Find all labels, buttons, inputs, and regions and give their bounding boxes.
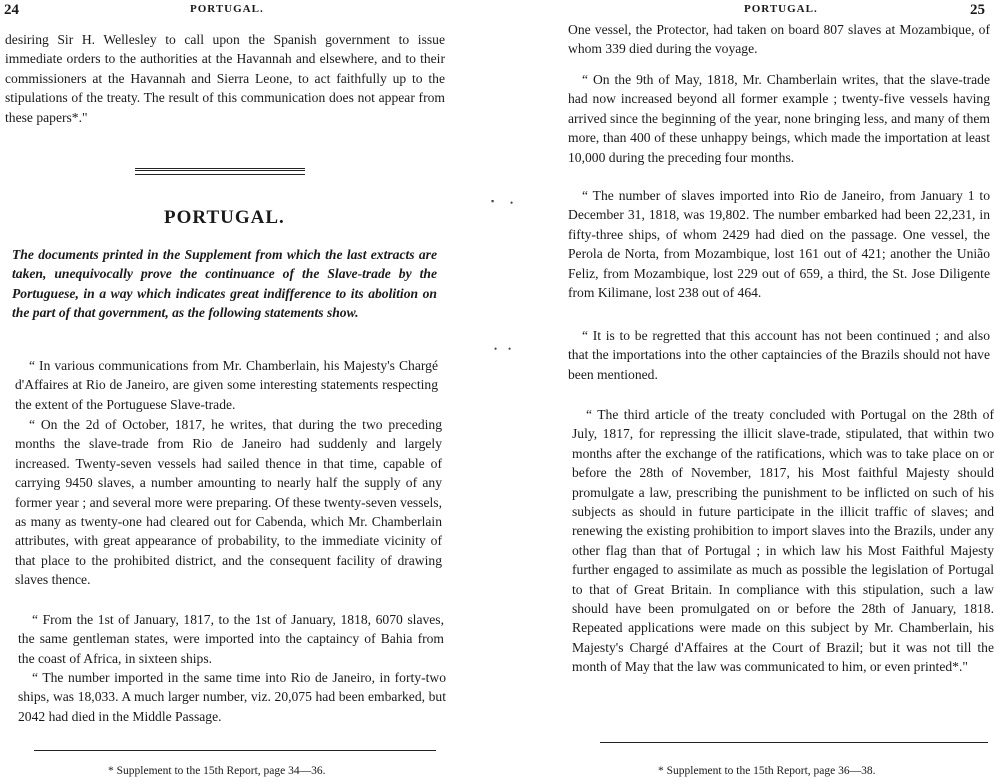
paragraph: “ It is to be regretted that this account has not been continued ; and also that the importations into the other captaincies of the Brazils should not have been mentioned. bbox=[568, 328, 990, 382]
paragraph: “ From the 1st of January, 1817, to the 1st of January, 1818, 6070 slaves, the same gentleman states, were imported into the captaincy of Bahia from the coast of Africa, in sixteen ships. bbox=[18, 612, 444, 666]
paragraph: “ On the 2d of October, 1817, he writes, that during the two preceding months the slave-trade from Rio de Janeiro had suddenly and largely increased. Twenty-seven vessels had sailed thence in that time, capable of carrying 9450 slaves, a number amounting to nearly half the supply of any former year ; and several more were preparing. Of these twenty-seven vessels, as many as twenty-one had cleared out for Cabenda, which Mr. Chamberlain attributes, with great appearance of probability, to the immediate vicinity of that place to the prohibited district, and the consequent facility of drawing slaves thence. bbox=[15, 417, 442, 588]
speck: • bbox=[508, 344, 512, 354]
running-head: PORTUGAL. bbox=[190, 3, 264, 15]
speck: • bbox=[494, 344, 498, 354]
paragraph: “ In various communications from Mr. Chamberlain, his Majesty's Chargé d'Affaires at Rio de Janeiro, are given some interesting statements respecting the extent of the Portuguese Slave-trade. bbox=[15, 358, 438, 412]
section-title: PORTUGAL. bbox=[164, 207, 285, 228]
paragraph: “ The third article of the treaty concluded with Portugal on the 28th of July, 1817, for repressing the illicit slave-trade, stipulated, that within two months after the exchange of the ratifications, which was to take place on or before the 28th of November, 1817, his Most faithful Majesty should promulgate a law, prescribing the punishment to be inflicted on such of his subjects as should in future participate in the illicit traffic of slaves; and renewing the existing prohibition to import slaves into the Brazils, under any other flag than that of Portugal ; in which law his Most Faithful Majesty further engaged to assimilate as much as possible the legislation of Portugal to that of Great Britain. In compliance with this stipulation, such a law should have been promulgated on or before the 28th of January, 1818. Repeated applications were made on this subject by Mr. Chamberlain, his Majesty's Chargé d'Affaires at the Court of Brazil; but it was not till the month of May that the law was communicated to him, or even printed*." bbox=[572, 407, 994, 675]
speck: ▪ bbox=[491, 196, 495, 206]
footnote-rule bbox=[34, 750, 436, 751]
footnote: * Supplement to the 15th Report, page 36—38. bbox=[658, 765, 876, 777]
section-rule-thin bbox=[135, 174, 305, 175]
paragraph: One vessel, the Protector, had taken on board 807 slaves at Mozambique, of whom 339 died during the voyage. bbox=[568, 22, 990, 57]
section-rule bbox=[135, 168, 305, 171]
paragraph: “ The number of slaves imported into Rio de Janeiro, from January 1 to December 31, 1818, was 19,802. The number embarked had been 22,231, in fifty-three ships, of whom 2429 had died on the passage. One vessel, the Perola de Norta, from Mozambique, lost 161 out of 421; another the União Feliz, from Mozambique, lost 229 out of 659, a third, the St. Jose Diligente from Kilimane, lost 238 out of 464. bbox=[568, 188, 990, 301]
right-page bbox=[500, 0, 1000, 784]
paragraph: desiring Sir H. Wellesley to call upon the Spanish government to issue immediate orders to the authorities at the Havannah and elsewhere, and to their commissioners at the Havannah and Sierra Leone, to act faithfully up to the stipulations of the treaty. The result of this communication does not appear from these papers*." bbox=[5, 32, 445, 125]
page-number: 25 bbox=[970, 2, 985, 18]
paragraph: “ On the 9th of May, 1818, Mr. Chamberlain writes, that the slave-trade had now increased beyond all former example ; twenty-five vessels having arrived since the beginning of the year, none bringing less, and many of them more, than 400 of these unhappy beings, which made the importation at least 10,000 during the preceding four months. bbox=[568, 72, 990, 165]
running-head: PORTUGAL. bbox=[744, 3, 818, 15]
footnote-rule bbox=[600, 742, 988, 743]
paragraph: “ The number imported in the same time into Rio de Janeiro, in forty-two ships, was 18,033. A much larger number, viz. 20,075 had been embarked, but 2042 had died in the Middle Passage. bbox=[18, 670, 446, 724]
footnote: * Supplement to the 15th Report, page 34—36. bbox=[108, 765, 326, 777]
page-number: 24 bbox=[4, 2, 19, 18]
intro-paragraph: The documents printed in the Supplement from which the last extracts are taken, unequivocally prove the continuance of the Slave-trade by the Portuguese, in a way which indicates great indifference to its abolition on the part of that government, as the following statements show. bbox=[12, 247, 437, 321]
speck: • bbox=[510, 198, 514, 208]
